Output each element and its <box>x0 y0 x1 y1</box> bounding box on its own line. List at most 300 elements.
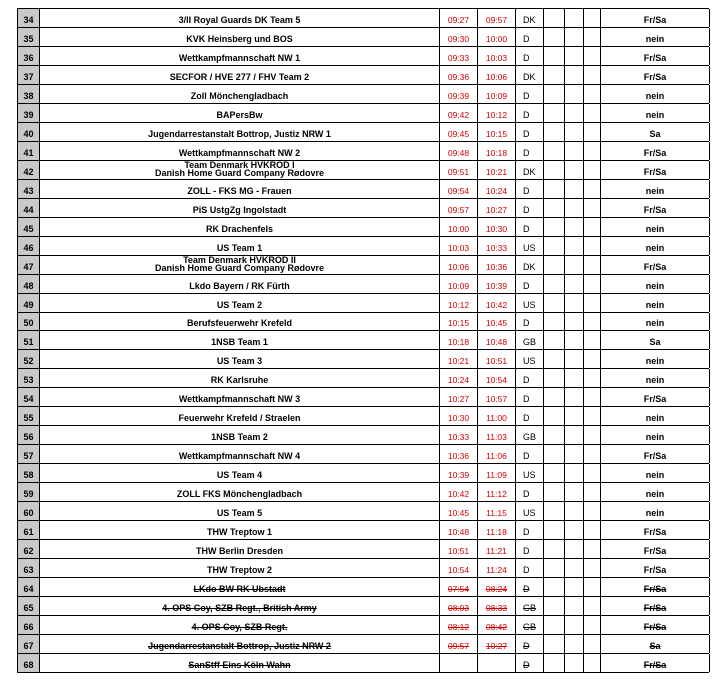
empty-cell <box>584 180 601 198</box>
days-cell: Fr/Sa <box>601 559 710 577</box>
country-code: US <box>516 237 544 255</box>
days-cell: Fr/Sa <box>601 199 710 217</box>
start-time: 10:39 <box>440 464 478 482</box>
table-row <box>17 597 709 616</box>
empty-cell <box>544 275 565 293</box>
days-cell: Fr/Sa <box>601 654 710 672</box>
start-time: 09:54 <box>440 180 478 198</box>
empty-cell <box>544 445 565 463</box>
team-name: 1NSB Team 1 <box>211 337 268 348</box>
empty-cell <box>544 635 565 653</box>
end-time: 11:09 <box>478 464 516 482</box>
start-time: 10:33 <box>440 426 478 444</box>
team-name-cell <box>40 85 440 103</box>
start-time: 09:30 <box>440 28 478 46</box>
start-time: 10:00 <box>440 218 478 236</box>
empty-cell <box>565 464 584 482</box>
schedule-table <box>17 8 709 673</box>
row-number: 68 <box>18 654 40 672</box>
empty-cell <box>544 407 565 425</box>
empty-cell <box>544 502 565 520</box>
team-name-cell <box>40 161 440 179</box>
team-name: Wettkampfmannschaft NW 3 <box>178 394 301 405</box>
end-time: 09:57 <box>478 9 516 27</box>
table-row <box>17 9 709 28</box>
start-time <box>440 654 478 672</box>
country-code: D <box>516 47 544 65</box>
empty-cell <box>565 407 584 425</box>
row-number: 49 <box>18 294 40 312</box>
team-name-cell <box>40 66 440 84</box>
empty-cell <box>544 294 565 312</box>
row-number: 65 <box>18 597 40 615</box>
row-number: 59 <box>18 483 40 501</box>
days-cell: nein <box>601 104 710 122</box>
empty-cell <box>544 313 565 331</box>
empty-cell <box>544 28 565 46</box>
end-time: 10:45 <box>478 313 516 331</box>
end-time <box>478 654 516 672</box>
table-row <box>17 47 709 66</box>
empty-cell <box>544 426 565 444</box>
team-name: US Team 3 <box>216 356 263 367</box>
empty-cell <box>584 237 601 255</box>
row-number: 39 <box>18 104 40 122</box>
country-code: D <box>516 218 544 236</box>
empty-cell <box>565 123 584 141</box>
team-name: Team Denmark HVKROD II <box>183 255 296 265</box>
empty-cell <box>565 331 584 349</box>
start-time: 09:39 <box>440 85 478 103</box>
end-time: 11:21 <box>478 540 516 558</box>
team-name: Jugendarrestanstalt Bottrop, Justiz NRW 2 <box>148 640 331 651</box>
row-number: 62 <box>18 540 40 558</box>
team-name: THW Treptow 1 <box>207 527 272 538</box>
team-name: 3/II Royal Guards DK Team 5 <box>178 14 301 25</box>
empty-cell <box>565 237 584 255</box>
country-code: DK <box>516 161 544 179</box>
country-code: US <box>516 464 544 482</box>
empty-cell <box>584 426 601 444</box>
days-cell: nein <box>601 218 710 236</box>
end-time: 08:24 <box>478 578 516 596</box>
start-time: 08:12 <box>440 616 478 634</box>
empty-cell <box>565 199 584 217</box>
end-time: 11:12 <box>478 483 516 501</box>
row-number: 66 <box>18 616 40 634</box>
empty-cell <box>565 502 584 520</box>
end-time: 10:12 <box>478 104 516 122</box>
table-row <box>17 313 709 332</box>
row-number: 56 <box>18 426 40 444</box>
table-row <box>17 142 709 161</box>
empty-cell <box>544 9 565 27</box>
country-code: D <box>516 521 544 539</box>
end-time: 10:00 <box>478 28 516 46</box>
end-time: 10:09 <box>478 85 516 103</box>
team-name-cell <box>40 540 440 558</box>
empty-cell <box>584 464 601 482</box>
table-row <box>17 426 709 445</box>
empty-cell <box>565 66 584 84</box>
start-time: 10:27 <box>440 388 478 406</box>
empty-cell <box>584 578 601 596</box>
empty-cell <box>584 161 601 179</box>
row-number: 52 <box>18 350 40 368</box>
days-cell: nein <box>601 350 710 368</box>
end-time: 10:21 <box>478 161 516 179</box>
empty-cell <box>584 388 601 406</box>
start-time: 10:51 <box>440 540 478 558</box>
row-number: 67 <box>18 635 40 653</box>
team-name-cell <box>40 483 440 501</box>
table-row <box>17 350 709 369</box>
row-number: 45 <box>18 218 40 236</box>
team-name-cell <box>40 521 440 539</box>
empty-cell <box>544 199 565 217</box>
team-name: Wettkampfmannschaft NW 4 <box>178 451 301 462</box>
empty-cell <box>584 407 601 425</box>
start-time: 09:57 <box>440 635 478 653</box>
country-code: GB <box>516 616 544 634</box>
row-number: 36 <box>18 47 40 65</box>
team-name: Wettkampfmannschaft NW 1 <box>178 52 301 63</box>
team-name: RK Drachenfels <box>205 223 274 234</box>
empty-cell <box>565 654 584 672</box>
row-number: 44 <box>18 199 40 217</box>
team-name: Feuerwehr Krefeld / Straelen <box>178 413 301 424</box>
start-time: 10:09 <box>440 275 478 293</box>
days-cell: Fr/Sa <box>601 142 710 160</box>
team-name: Lkdo Bayern / RK Fürth <box>189 280 290 291</box>
start-time: 10:48 <box>440 521 478 539</box>
empty-cell <box>584 104 601 122</box>
end-time: 10:33 <box>478 237 516 255</box>
empty-cell <box>544 331 565 349</box>
table-row <box>17 540 709 559</box>
country-code: D <box>516 369 544 387</box>
empty-cell <box>565 161 584 179</box>
empty-cell <box>584 256 601 274</box>
empty-cell <box>584 313 601 331</box>
table-row <box>17 218 709 237</box>
start-time: 10:36 <box>440 445 478 463</box>
empty-cell <box>544 388 565 406</box>
team-name-cell <box>40 616 440 634</box>
country-code: D <box>516 445 544 463</box>
row-number: 46 <box>18 237 40 255</box>
team-name: RK Karlsruhe <box>210 375 269 386</box>
days-cell: Fr/Sa <box>601 578 710 596</box>
start-time: 09:51 <box>440 161 478 179</box>
empty-cell <box>565 28 584 46</box>
empty-cell <box>544 578 565 596</box>
table-row <box>17 237 709 256</box>
row-number: 63 <box>18 559 40 577</box>
empty-cell <box>584 540 601 558</box>
empty-cell <box>565 635 584 653</box>
row-number: 57 <box>18 445 40 463</box>
empty-cell <box>544 161 565 179</box>
row-number: 38 <box>18 85 40 103</box>
team-name-cell <box>40 559 440 577</box>
empty-cell <box>565 350 584 368</box>
empty-cell <box>544 256 565 274</box>
team-name-cell <box>40 369 440 387</box>
team-name-cell <box>40 180 440 198</box>
empty-cell <box>584 275 601 293</box>
country-code: US <box>516 294 544 312</box>
end-time: 10:54 <box>478 369 516 387</box>
team-name: 4. OPS Coy, SZB Regt. <box>191 621 288 632</box>
table-row <box>17 616 709 635</box>
days-cell: nein <box>601 275 710 293</box>
team-name-cell <box>40 331 440 349</box>
empty-cell <box>584 9 601 27</box>
country-code: D <box>516 180 544 198</box>
team-name-cell <box>40 426 440 444</box>
table-row <box>17 161 709 180</box>
empty-cell <box>544 85 565 103</box>
empty-cell <box>544 123 565 141</box>
row-number: 55 <box>18 407 40 425</box>
empty-cell <box>565 275 584 293</box>
empty-cell <box>565 388 584 406</box>
table-row <box>17 199 709 218</box>
country-code: DK <box>516 66 544 84</box>
team-name: US Team 5 <box>216 508 263 519</box>
table-row <box>17 654 709 673</box>
row-number: 34 <box>18 9 40 27</box>
start-time: 10:42 <box>440 483 478 501</box>
empty-cell <box>544 464 565 482</box>
country-code: D <box>516 483 544 501</box>
team-name: 1NSB Team 2 <box>211 432 268 443</box>
days-cell: nein <box>601 294 710 312</box>
end-time: 10:30 <box>478 218 516 236</box>
team-name-cell <box>40 256 440 274</box>
empty-cell <box>565 559 584 577</box>
end-time: 10:18 <box>478 142 516 160</box>
country-code: D <box>516 559 544 577</box>
empty-cell <box>584 521 601 539</box>
days-cell: nein <box>601 464 710 482</box>
empty-cell <box>584 350 601 368</box>
days-cell: Fr/Sa <box>601 388 710 406</box>
country-code: GB <box>516 426 544 444</box>
team-name: Berufsfeuerwehr Krefeld <box>186 318 293 329</box>
end-time: 11:03 <box>478 426 516 444</box>
empty-cell <box>584 445 601 463</box>
days-cell: nein <box>601 502 710 520</box>
table-row <box>17 502 709 521</box>
end-time: 11:24 <box>478 559 516 577</box>
days-cell: Fr/Sa <box>601 540 710 558</box>
team-name-cell <box>40 578 440 596</box>
empty-cell <box>584 635 601 653</box>
start-time: 10:54 <box>440 559 478 577</box>
empty-cell <box>565 578 584 596</box>
empty-cell <box>544 483 565 501</box>
empty-cell <box>544 350 565 368</box>
end-time: 10:36 <box>478 256 516 274</box>
table-row <box>17 85 709 104</box>
empty-cell <box>544 540 565 558</box>
empty-cell <box>544 369 565 387</box>
days-cell: Fr/Sa <box>601 521 710 539</box>
start-time: 10:12 <box>440 294 478 312</box>
row-number: 58 <box>18 464 40 482</box>
empty-cell <box>584 597 601 615</box>
empty-cell <box>544 142 565 160</box>
empty-cell <box>544 597 565 615</box>
team-name: US Team 2 <box>216 299 263 310</box>
days-cell: nein <box>601 313 710 331</box>
team-name-cell <box>40 237 440 255</box>
days-cell: nein <box>601 237 710 255</box>
start-time: 09:48 <box>440 142 478 160</box>
country-code: D <box>516 313 544 331</box>
empty-cell <box>584 331 601 349</box>
empty-cell <box>565 256 584 274</box>
empty-cell <box>584 616 601 634</box>
team-name: 4. OPS Coy, SZB Regt., British Army <box>162 603 317 613</box>
start-time: 10:15 <box>440 313 478 331</box>
end-time: 10:15 <box>478 123 516 141</box>
empty-cell <box>544 654 565 672</box>
empty-cell <box>544 559 565 577</box>
team-name-cell <box>40 218 440 236</box>
start-time: 10:03 <box>440 237 478 255</box>
country-code: D <box>516 199 544 217</box>
empty-cell <box>565 313 584 331</box>
empty-cell <box>565 85 584 103</box>
empty-cell <box>544 521 565 539</box>
empty-cell <box>584 369 601 387</box>
team-name-cell <box>40 654 440 672</box>
team-name-cell <box>40 47 440 65</box>
start-time: 10:21 <box>440 350 478 368</box>
days-cell: nein <box>601 28 710 46</box>
row-number: 41 <box>18 142 40 160</box>
row-number: 48 <box>18 275 40 293</box>
empty-cell <box>565 294 584 312</box>
country-code: DK <box>516 9 544 27</box>
empty-cell <box>565 218 584 236</box>
empty-cell <box>584 502 601 520</box>
days-cell: nein <box>601 85 710 103</box>
team-name: THW Berlin Dresden <box>195 546 283 557</box>
start-time: 09:33 <box>440 47 478 65</box>
end-time: 10:42 <box>478 294 516 312</box>
empty-cell <box>565 540 584 558</box>
start-time: 09:45 <box>440 123 478 141</box>
end-time: 10:06 <box>478 66 516 84</box>
days-cell: nein <box>601 407 710 425</box>
team-name-cell <box>40 123 440 141</box>
country-code: GB <box>516 331 544 349</box>
country-code: D <box>516 142 544 160</box>
team-name-cell <box>40 313 440 331</box>
empty-cell <box>544 180 565 198</box>
days-cell: nein <box>601 180 710 198</box>
team-name-cell <box>40 142 440 160</box>
team-name: Wettkampfmannschaft NW 2 <box>178 147 301 158</box>
start-time: 10:30 <box>440 407 478 425</box>
team-name: ZOLL - FKS MG - Frauen <box>187 185 292 196</box>
days-cell: Fr/Sa <box>601 616 710 634</box>
team-name-cell <box>40 28 440 46</box>
table-row <box>17 256 709 275</box>
empty-cell <box>565 426 584 444</box>
empty-cell <box>584 66 601 84</box>
team-name: LKdo BW RK Ubstadt <box>193 584 286 595</box>
team-name-cell <box>40 502 440 520</box>
end-time: 10:57 <box>478 388 516 406</box>
days-cell: Fr/Sa <box>601 597 710 615</box>
table-row <box>17 294 709 313</box>
empty-cell <box>584 199 601 217</box>
team-name-cell <box>40 199 440 217</box>
team-name: PiS UstgZg Ingolstadt <box>192 204 287 215</box>
row-number: 37 <box>18 66 40 84</box>
empty-cell <box>584 559 601 577</box>
country-code: GB <box>516 597 544 615</box>
row-number: 60 <box>18 502 40 520</box>
team-name-cell <box>40 350 440 368</box>
country-code: D <box>516 28 544 46</box>
end-time: 11:15 <box>478 502 516 520</box>
table-row <box>17 388 709 407</box>
table-row <box>17 635 709 654</box>
empty-cell <box>544 104 565 122</box>
days-cell: Fr/Sa <box>601 256 710 274</box>
country-code: US <box>516 502 544 520</box>
start-time: 07:54 <box>440 578 478 596</box>
team-name-line2: Danish Home Guard Company Rødovre <box>154 263 325 274</box>
country-code: D <box>516 635 544 653</box>
empty-cell <box>565 369 584 387</box>
team-name: SECFOR / HVE 277 / FHV Team 2 <box>169 71 310 82</box>
end-time: 10:39 <box>478 275 516 293</box>
table-row <box>17 180 709 199</box>
days-cell: nein <box>601 426 710 444</box>
team-name: THW Treptow 2 <box>207 565 272 576</box>
row-number: 42 <box>18 161 40 179</box>
team-name-cell <box>40 388 440 406</box>
end-time: 11:18 <box>478 521 516 539</box>
table-row <box>17 578 709 597</box>
end-time: 10:27 <box>478 635 516 653</box>
empty-cell <box>565 521 584 539</box>
country-code: DK <box>516 256 544 274</box>
end-time: 11:00 <box>478 407 516 425</box>
row-number: 54 <box>18 388 40 406</box>
empty-cell <box>544 237 565 255</box>
row-number: 61 <box>18 521 40 539</box>
days-cell: nein <box>601 483 710 501</box>
days-cell: Sa <box>601 635 710 653</box>
empty-cell <box>565 9 584 27</box>
team-name: KVK Heinsberg und BOS <box>186 33 293 44</box>
team-name: Jugendarrestanstalt Bottrop, Justiz NRW 1 <box>148 128 331 139</box>
table-row <box>17 445 709 464</box>
days-cell: Fr/Sa <box>601 161 710 179</box>
end-time: 11:06 <box>478 445 516 463</box>
row-number: 51 <box>18 331 40 349</box>
empty-cell <box>544 47 565 65</box>
country-code: D <box>516 123 544 141</box>
